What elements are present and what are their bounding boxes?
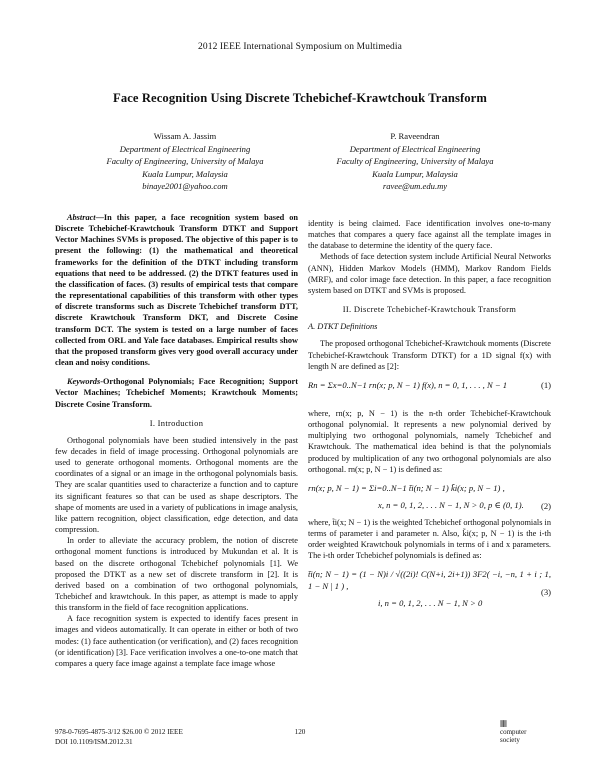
right-column (308, 218, 551, 608)
author-name: Wissam A. Jassim (153, 131, 217, 141)
equation-2-line-b: x, n = 0, 1, 2, . . . N − 1, N > 0, p ∈ (0, 1). (378, 499, 524, 510)
paragraph: where, t̃i(x; N − 1) is the weighted Tchebichef orthogonal polynomials in terms of parameter i and parameter n. Also, k̃i(x; p, N − 1) is the i-th order weighted Krawtchouk polynomials in terms of i and x parameters. The i-th order Tchebichef polynomials is defined as: (308, 517, 551, 561)
equation-1 (308, 380, 551, 408)
equation-3-number: (3) (540, 587, 551, 598)
logo-line-2: society (500, 736, 520, 744)
equation-2 (308, 483, 551, 517)
equation-1-number: (1) (540, 379, 551, 390)
logo-line-1: computer (500, 728, 527, 736)
page-number: 120 (294, 728, 306, 736)
keywords (55, 376, 298, 409)
author-email: ravee@um.edu.my (382, 181, 448, 192)
footer-left (55, 728, 183, 747)
computer-society-logo (500, 720, 526, 744)
author-city: Kuala Lumpur, Malaysia (372, 168, 458, 179)
author-dept: Department of Electrical Engineering (119, 143, 251, 154)
paragraph: In order to alleviate the accuracy problem, the notion of discrete orthogonal moment functions is introduced by Mukundan et al. It is based on the discrete orthogonal Tchebichef polynomials [1]. We proposed the DTKT as a new set of discrete transform in [2]. It is derived based on a combination of two orthogonal polynomials, Tchebichef and krawtchouk. In this paper, as attempt is made to apply this transform in the field of face recognition applications. (55, 536, 298, 613)
author-block-1 (55, 130, 315, 193)
equation-2-number: (2) (540, 500, 551, 511)
paragraph: Methods of face detection system include Artificial Neural Networks (ANN), Hidden Markov Models (HMM), Markov Random Fields (MRF), and color image face detection. In this paper, a face recognition system based on DTKT and SVMs is proposed. (308, 252, 551, 295)
author-faculty: Faculty of Engineering, University of Malaya (106, 156, 264, 167)
equation-3-line-b: i, n = 0, 1, 2, . . . N − 1, N > 0 (378, 597, 483, 608)
paragraph: The proposed orthogonal Tchebichef-Krawtchouk moments (Discrete Tchebichef-Krawtchouk Transform DTKT) for a 1D signal f(x) with length N are defined as [2]: (308, 339, 551, 371)
keywords-text: -Orthogonal Polynomials; Face Recognition; Support Vector Machines; Tchebichef Moments; Krawtchouk Moments; Discrete Cosine Transform. (55, 377, 298, 409)
author-email: binaye2001@yahoo.com (142, 181, 228, 192)
abstract-text: —In this paper, a face recognition system based on Discrete Tchebichef-Krawtchouk Transform DTKT and Support Vector Machines SVMs is proposed. The objective of this paper is to present the following: (1) the mathematical and theoretical frameworks for the definition of the DTKT including transform equations that need to be addressed. (2) the DTKT features used in the classification of faces. (3) results of empirical tests that compare the representational capabilities of this transform with other types of discrete transforms such as Discrete Tchebichef transform DTT, discrete Krawtchouk Transform DKT, and Discrete Cosine transform DCT. The system is tested on a large number of faces collected from ORL and Yale face databases. Empirical results show that the proposed transform gives very good overall accuracy under clean and noisy conditions. (55, 213, 298, 368)
paragraph: Orthogonal polynomials have been studied intensively in the past few decades in field of image processing. Orthogonal polynomials are used to generate orthogonal moments. Orthogonal moments are the coordinates of a signal or an image in the orthogonal polynomials basis. They are scalar quantities used to characterize a function and to capture its significant features so that can be used as shape descriptors. The shape of moments are used in a variety of publications in image analysis, like pattern recognition, object classification, edge detection, and data compression. (55, 435, 298, 535)
section-heading-dtkt: II. Discrete Tchebichef-Krawtchouk Transform (342, 304, 517, 315)
left-column (55, 212, 298, 669)
footer-isbn: 978-0-7695-4875-3/12 $26.00 © 2012 IEEE (55, 728, 183, 736)
section-heading-introduction: I. Introduction (149, 417, 204, 428)
author-city: Kuala Lumpur, Malaysia (142, 168, 228, 179)
equation-3-line-a: t̃i(n; N − 1) = (1 − N)i / √((2i)! C(N+i, 2i+1)) 3F2( −i, −n, 1 + i ; 1, 1 − N | 1 ) , (308, 569, 551, 591)
author-dept: Department of Electrical Engineering (349, 143, 481, 154)
paragraph: identity is being claimed. Face identification involves one-to-many matches that compares a query face against all the template images in the database to determine the identity of the query face. (308, 219, 551, 251)
equation-2-line-a: rn(x; p, N − 1) = Σi=0..N−1 t̃i(n; N − 1) k̃i(x; p, N − 1) , (308, 482, 505, 493)
keywords-lead: Keywords (67, 377, 101, 387)
equation-1-body: Rn = Σx=0..N−1 rn(x; p, N − 1) f(x), n = 0, 1, . . . , N − 1 (308, 379, 508, 390)
author-block-2 (285, 130, 545, 193)
paragraph: where, rn(x; p, N − 1) is the n-th order Tchebichef-Krawtchouk orthogonal polynomial. It represents a new polynomial derived by multiplying two orthogonal polynomials, namely Tchebichef and Krawtchouk. The mathematical idea behind is that the polynomials produced by multiplication of any two orthogonal polynomials are also orthogonal. rn(x; p, N − 1) is defined as: (308, 408, 551, 474)
subsection-heading: A. DTKT Definitions (308, 322, 378, 332)
equation-3 (308, 569, 551, 608)
author-faculty: Faculty of Engineering, University of Malaya (336, 156, 494, 167)
conference-header: 2012 IEEE International Symposium on Multimedia (198, 42, 402, 52)
footer-doi: DOI 10.1109/ISM.2012.31 (55, 737, 133, 746)
logo-mark-icon: ⦀⦀ (500, 719, 506, 729)
abstract-lead: Abstract (67, 213, 96, 222)
paper-title: Face Recognition Using Discrete Tchebichef-Krawtchouk Transform (113, 91, 487, 105)
abstract (55, 212, 298, 368)
author-name: P. Raveendran (390, 131, 440, 141)
paragraph: A face recognition system is expected to identify faces present in images and videos automatically. It can operate in either or both of two modes: (1) face authentication (or verification), and (2) faces recognition (or identification) [3]. Face verification involves a one-to-one match that compares a query face image against a template face image whose (55, 614, 298, 668)
